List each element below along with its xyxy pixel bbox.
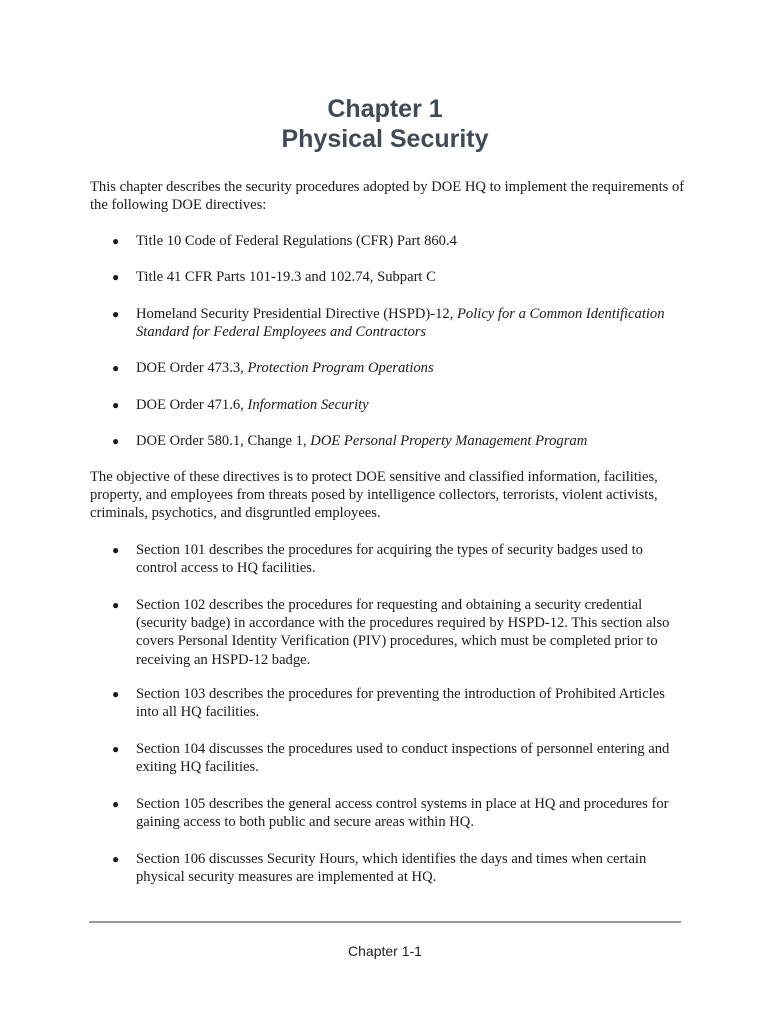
- directive-item: ● Homeland Security Presidential Directive (HSPD)-12, Policy for a Common Identification Standard for Federal Employees and Contractors: [112, 306, 665, 341]
- section-item: ● Section 105 describes the general access control systems in place at HQ and procedures for gaining access to both public and secure areas within HQ.: [112, 796, 669, 831]
- section-item: ● Section 102 describes the procedures for requesting and obtaining a security credential (security badge) in accordance with the procedures required by HSPD-12. This section also covers Personal Identity Verification (PIV) procedures, which must be completed prior to receiving an HSPD-12 badge.: [112, 597, 670, 668]
- intro-paragraph: This chapter describes the security procedures adopted by DOE HQ to implement the requirements of the following DOE directives:: [90, 179, 685, 214]
- chapter-number: Chapter 1: [327, 95, 443, 123]
- directive-item: ● Title 41 CFR Parts 101-19.3 and 102.74, Subpart C: [112, 269, 436, 285]
- bullet-icon: ●: [112, 687, 120, 701]
- directive-item: ● DOE Order 473.3, Protection Program Operations: [112, 360, 434, 376]
- objective-paragraph: The objective of these directives is to protect DOE sensitive and classified information, facilities, property, and employees from threats posed by intelligence collectors, terrorists, violent activists, criminals, psychotics, and disgruntled employees.: [90, 469, 658, 522]
- bullet-icon: ●: [112, 361, 120, 375]
- bullet-icon: ●: [112, 270, 120, 284]
- bullet-icon: ●: [112, 307, 120, 321]
- bullet-icon: ●: [112, 852, 120, 866]
- bullet-icon: ●: [112, 598, 120, 612]
- chapter-title: Physical Security: [281, 125, 489, 153]
- bullet-icon: ●: [112, 434, 120, 448]
- directive-item: ● DOE Order 580.1, Change 1, DOE Personal Property Management Program: [112, 433, 588, 449]
- bullet-icon: ●: [112, 398, 120, 412]
- directive-item: ● Title 10 Code of Federal Regulations (CFR) Part 860.4: [112, 233, 457, 249]
- page-number: Chapter 1-1: [348, 943, 422, 959]
- section-item: ● Section 104 discusses the procedures used to conduct inspections of personnel entering and exiting HQ facilities.: [112, 741, 670, 776]
- bullet-icon: ●: [112, 797, 120, 811]
- section-item: ● Section 106 discusses Security Hours, which identifies the days and times when certain physical security measures are implemented at HQ.: [112, 851, 647, 886]
- section-item: ● Section 101 describes the procedures for acquiring the types of security badges used to control access to HQ facilities.: [112, 542, 643, 577]
- footer-divider: [89, 921, 681, 923]
- directive-item: ● DOE Order 471.6, Information Security: [112, 397, 369, 413]
- bullet-icon: ●: [112, 234, 120, 248]
- bullet-icon: ●: [112, 543, 120, 557]
- section-item: ● Section 103 describes the procedures for preventing the introduction of Prohibited Articles into all HQ facilities.: [112, 686, 665, 721]
- bullet-icon: ●: [112, 742, 120, 756]
